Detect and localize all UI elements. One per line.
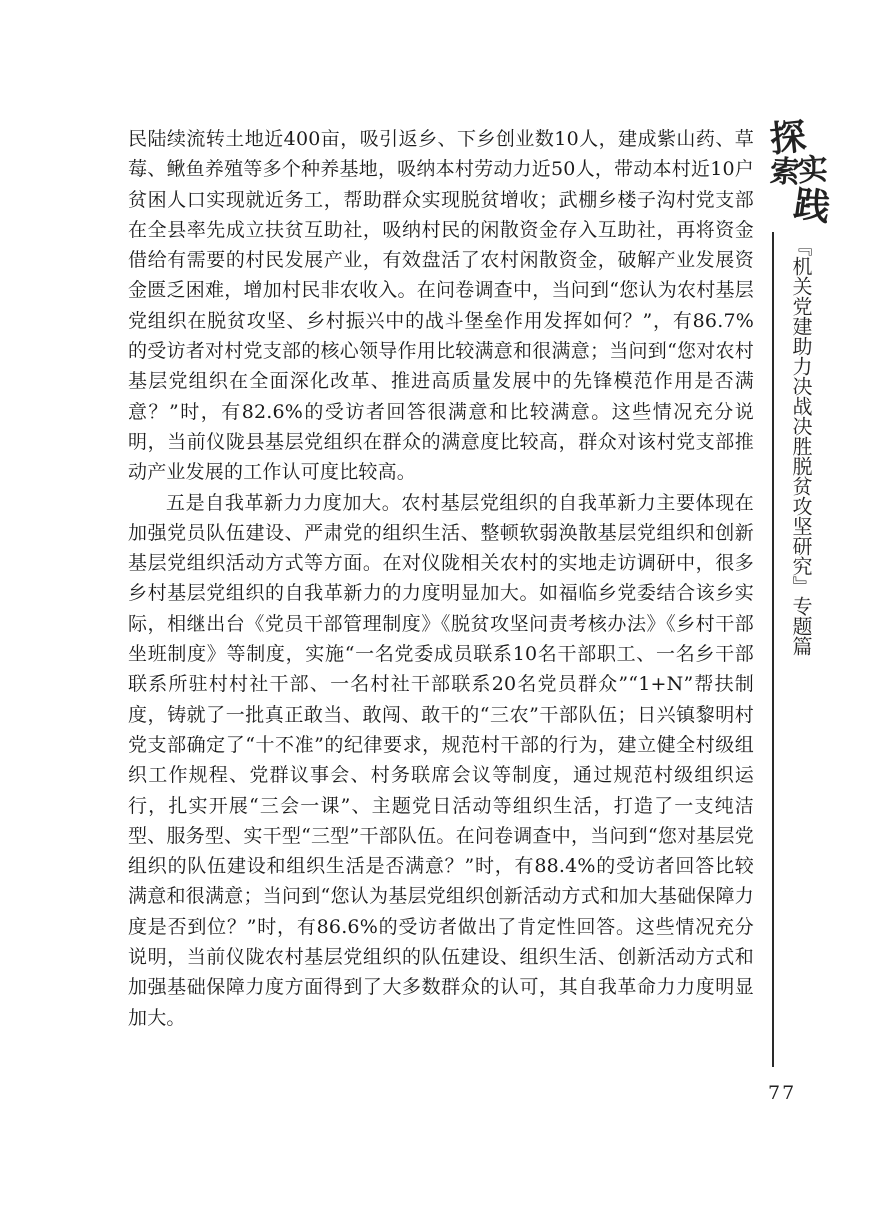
logo-char-3: 实 xyxy=(796,151,830,190)
logo-char-2: 索 xyxy=(768,153,802,192)
paragraph-2: 五是自我革新力力度加大。农村基层党组织的自我革新力主要体现在加强党员队伍建设、严肃党的组织生活、整顿软弱涣散基层党组织和创新基层党组织活动方式等方面。在对仪陇相关农村的实地走访调研中，很多乡村基层党组织的自我革新力的力度明显加大。如福临乡党委结合该乡实际，相继出台《党员干部管理制度》《脱贫攻坚问责考核办法》《乡村干部坐班制度》等制度，实施“一名党委成员联系10名干部职工、一名乡干部联系所驻村村社干部、一名村社干部联系20名党员群众”“1+N”帮扶制度，铸就了一批真正敢当、敢闯、敢干的“三农”干部队伍；日兴镇黎明村党支部确定了“十不准”的纪律要求，规范村干部的行为，建立健全村级组织工作规程、党群议事会、村务联席会议等制度，通过规范村级组织运行，扎实开展“三会一课”、主题党日活动等组织生活，打造了一支纯洁型、服务型、实干型“三型”干部队伍。在问卷调查中，当问到“您对基层党组织的队伍建设和组织生活是否满意？”时，有88.4%的受访者回答比较满意和很满意；当问到“您认为基层党组织创新活动方式和加大基础保障力度是否到位？”时，有86.6%的受访者做出了肯定性回答。这些情况充分说明，当前仪陇农村基层党组织的队伍建设、组织生活、创新活动方式和加强基础保障力度方面得到了大多数群众的认可，其自我革命力力度明显加大。 xyxy=(128,491,754,1029)
paragraph-1: 民陆续流转土地近400亩，吸引返乡、下乡创业数10人，建成紫山药、草莓、鳅鱼养殖等多个种养基地，吸纳本村劳动力近50人，带动本村近10户贫困人口实现就近务工，帮助群众实现脱贫增收；武棚乡楼子沟村党支部在全县率先成立扶贫互助社，吸纳村民的闲散资金存入互助社，再将资金借给有需要的村民发展产业，有效盘活了农村闲散资金，破解产业发展资金匮乏困难，增加村民非农收入。在问卷调查中，当问到“您认为农村基层党组织在脱贫攻坚、乡村振兴中的战斗堡垒作用发挥如何？”，有86.7%的受访者对村党支部的核心领导作用比较满意和很满意；当问到“您对农村基层党组织在全面深化改革、推进高质量发展中的先锋模范作用是否满意？”时，有82.6%的受访者回答很满意和比较满意。这些情况充分说明，当前仪陇县基层党组织在群众的满意度比较高，群众对该村党支部推动产业发展的工作认可度比较高。 xyxy=(128,128,754,484)
explore-practice-logo xyxy=(767,115,833,230)
section-title: 『机关党建助力决战决胜脱贫攻坚研究』专题篇 xyxy=(789,236,813,656)
sidebar-divider xyxy=(772,232,774,1067)
page-number: 77 xyxy=(768,1082,797,1104)
logo-char-1: 探 xyxy=(767,115,809,161)
body-text xyxy=(128,124,754,1033)
logo-char-4: 践 xyxy=(791,182,833,230)
